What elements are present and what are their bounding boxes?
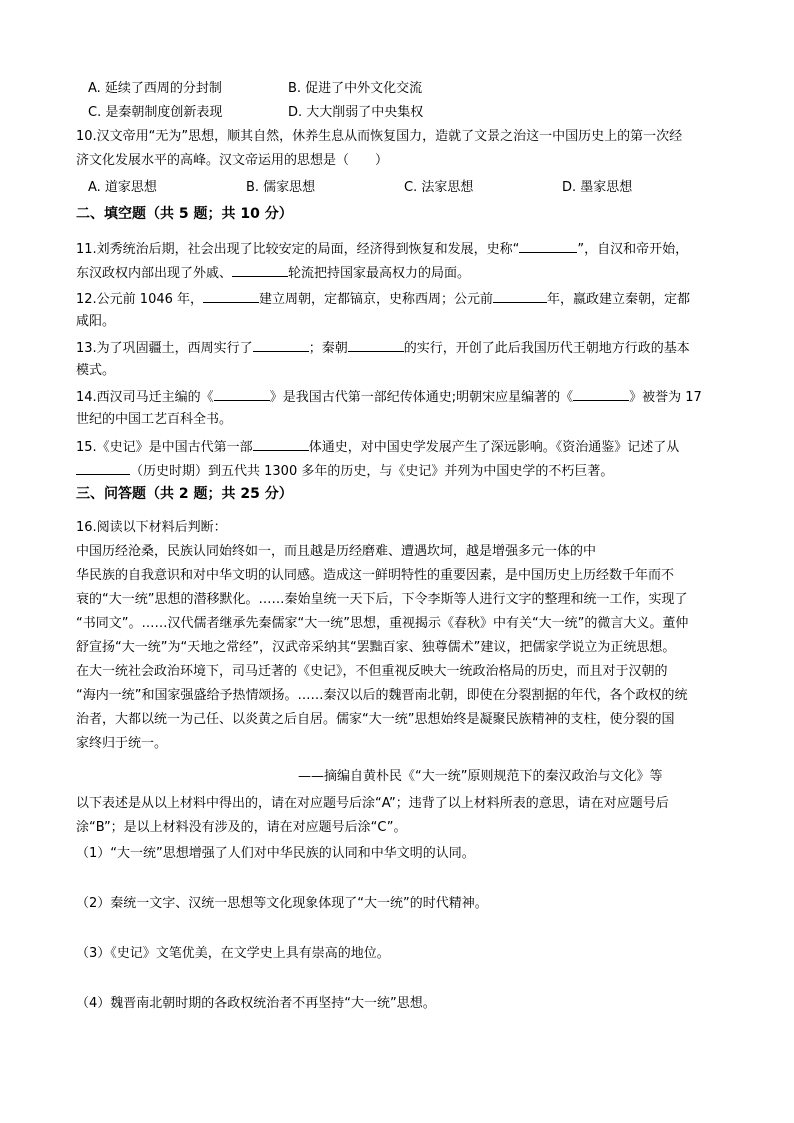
q13-blank-2[interactable] (348, 338, 404, 352)
q15-text-2: 体通史，对中国史学发展产生了深远影响。《资治通鉴》记述了从 (308, 440, 680, 455)
q13-text-3: 的实行，开创了此后我国历代王朝地方行政的基本 (403, 341, 690, 356)
q12-blank-2[interactable] (493, 289, 547, 303)
q14-text-3: 》被誉为 17 (629, 390, 702, 405)
q15-text-3: （历史时期）到五代共 1300 多年的历史，与《史记》并列为中国史学的不朽巨著。 (130, 464, 614, 479)
q11-text-3: 东汉政权内部出现了外戚、 (76, 266, 233, 281)
q16-material-line4: “书同文”。……汉代儒者继承先秦儒家“大一统”思想，重视揭示《春秋》中有关“大一统”的微言大义。董仲 (76, 616, 689, 631)
q16-statement-1: （1）“大一统”思想增强了人们对中华民族的认同和中华文明的认同。 (76, 846, 475, 861)
q12-text-3: 年，嬴政建立秦朝，定都 (547, 292, 691, 307)
q12-text-1: 12.公元前 1046 年， (76, 292, 204, 307)
q13-blank-1[interactable] (253, 338, 309, 352)
q11-line1 (76, 239, 688, 259)
q10-option-a: A. 道家思想 (88, 180, 157, 195)
q16-instruction-line2: 涂“B”；是以上材料没有涉及的，请在对应题号后涂“C”。 (76, 820, 407, 835)
q13-text-2: ；秦朝 (308, 341, 348, 356)
q14-line1 (76, 387, 702, 407)
q16-statement-4: （4）魏晋南北朝时期的各政权统治者不再坚持“大一统”思想。 (76, 996, 436, 1011)
q14-text-2: 》是我国古代第一部纪传体通史;明朝宋应星编著的《 (269, 390, 574, 405)
q15-blank-2[interactable] (76, 461, 130, 475)
q12-blank-1[interactable] (203, 289, 259, 303)
q9-option-a: A. 延续了西周的分封制 (88, 81, 222, 96)
q10-stem-line2: 济文化发展水平的高峰。汉文帝运用的思想是（ ） (76, 153, 389, 168)
q15-line1 (76, 437, 679, 457)
q12-text-4: 咸阳。 (76, 314, 116, 329)
q16-material-line1: 中国历经沧桑，民族认同始终如一，而且越是历经磨难、遭遇坎坷，越是增强多元一体的中 (76, 544, 597, 559)
q16-material-line3: 衰的“大一统”思想的潜移默化。……秦始皇统一天下后，下令李斯等人进行文字的整理和统一工作，实现了 (76, 592, 688, 607)
q16-statement-3: （3）《史记》文笔优美，在文学史上具有崇高的地位。 (76, 946, 390, 961)
q14-text-4: 世纪的中国工艺百科全书。 (76, 412, 233, 427)
q9-option-c: C. 是秦朝制度创新表现 (88, 105, 223, 120)
q12-line1 (76, 289, 690, 309)
q16-intro: 16.阅读以下材料后判断： (76, 520, 227, 535)
q10-option-c: C. 法家思想 (404, 180, 474, 195)
q15-line2 (76, 461, 613, 481)
q11-blank-1[interactable] (519, 239, 577, 253)
q10-option-d: D. 墨家思想 (562, 180, 633, 195)
section3-title: 三、问答题（共 2 题；共 25 分） (76, 486, 293, 502)
q11-text-4: 轮流把持国家最高权力的局面。 (288, 266, 471, 281)
q13-text-4: 模式。 (76, 363, 116, 378)
q13-text-1: 13.为了巩固疆土，西周实行了 (76, 341, 253, 356)
q16-source: ——摘编自黄朴民《“大一统”原则规范下的秦汉政治与文化》等 (298, 769, 663, 784)
q14-text-1: 14.西汉司马迁主编的《 (76, 390, 214, 405)
q16-material-line2: 华民族的自我意识和对中华文明的认同感。造成这一鲜明特性的重要因素，是中国历史上历经数千年而不 (76, 568, 675, 583)
q10-option-b: B. 儒家思想 (246, 180, 316, 195)
q15-blank-1[interactable] (253, 437, 309, 451)
q15-text-1: 15.《史记》是中国古代第一部 (76, 440, 253, 455)
q10-stem-line1: 10.汉文帝用“无为”思想，顺其自然，休养生息从而恢复国力，造就了文景之治这一中国历史上的第一次经 (76, 129, 683, 144)
q11-text-2: ”，自汉和帝开始， (577, 242, 689, 257)
q11-line2 (76, 263, 470, 283)
q16-instruction-line1: 以下表述是从以上材料中得出的，请在对应题号后涂“A”；违背了以上材料所表的意思，请在对应题号后 (76, 796, 669, 811)
q11-blank-2[interactable] (232, 263, 288, 277)
q9-option-d: D. 大大削弱了中央集权 (288, 105, 424, 120)
q16-material-line9: 家终归于统一。 (76, 736, 168, 751)
q16-material-line6: 在大一统社会政治环境下，司马迁著的《史记》，不但重视反映大一统政治格局的历史，而且对于汉朝的 (76, 664, 668, 679)
q14-blank-1[interactable] (214, 387, 270, 401)
q16-material-line5: 舒宣扬“大一统”为“天地之常经”，汉武帝采纳其“罢黜百家、独尊儒术”建议，把儒家学说立为正统思想。 (76, 640, 676, 655)
q13-line1 (76, 338, 690, 358)
q16-statement-2: （2）秦统一文字、汉统一思想等文化现象体现了“大一统”的时代精神。 (76, 896, 488, 911)
section2-title: 二、填空题（共 5 题；共 10 分） (76, 206, 293, 222)
q16-material-line8: 治者，大都以统一为己任、以炎黄之后自居。儒家“大一统”思想始终是凝聚民族精神的支柱，使分裂的国 (76, 712, 675, 727)
q11-text-1: 11.刘秀统治后期，社会出现了比较安定的局面，经济得到恢复和发展，史称“ (76, 242, 520, 257)
q16-material-line7: “海内一统”和国家强盛给予热情颂扬。……秦汉以后的魏晋南北朝，即使在分裂割据的年代，各个政权的统 (76, 688, 688, 703)
q12-text-2: 建立周朝，定都镐京，史称西周；公元前 (259, 292, 494, 307)
q14-blank-2[interactable] (573, 387, 629, 401)
q9-option-b: B. 促进了中外文化交流 (288, 81, 423, 96)
